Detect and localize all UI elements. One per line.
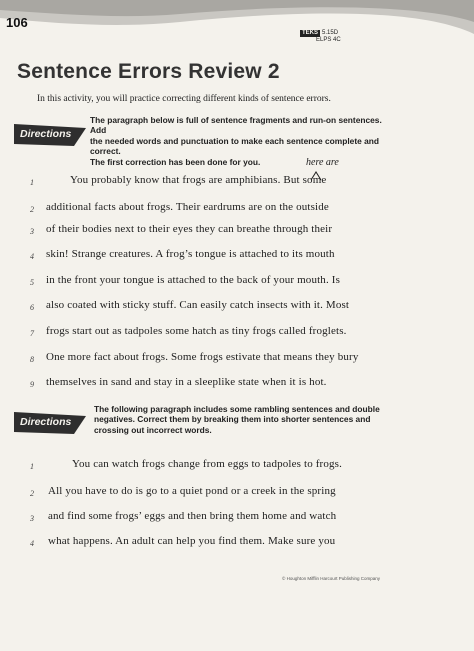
line-text: and find some frogs’ eggs and then bring them home and watch <box>48 510 337 522</box>
paragraph-line <box>30 174 430 194</box>
line-text: additional facts about frogs. Their eardrums are on the outside <box>46 201 329 213</box>
paragraph-line <box>30 535 430 555</box>
paragraph-line <box>30 201 430 221</box>
line-number: 2 <box>30 489 34 498</box>
line-text: skin! Strange creatures. A frog’s tongue is attached to its mouth <box>46 248 335 260</box>
line-number: 6 <box>30 303 34 312</box>
line-number: 7 <box>30 329 34 338</box>
line-text: themselves in sand and stay in a sleeplike state when it is hot. <box>46 376 327 388</box>
top-header-band <box>0 0 474 36</box>
directions-text-2 <box>94 404 399 435</box>
paragraph-line <box>30 510 430 530</box>
paragraph-line <box>30 485 430 505</box>
line-number: 4 <box>30 539 34 548</box>
directions-flag-2 <box>14 412 86 434</box>
line-number: 8 <box>30 355 34 364</box>
line-number: 1 <box>30 178 34 187</box>
directions-flag-label: Directions <box>20 416 72 428</box>
paragraph-line <box>30 223 430 243</box>
line-number: 9 <box>30 380 34 389</box>
directions-line: negatives. Correct them by breaking them into shorter sentences and <box>94 414 371 425</box>
teks-badge: TEKS <box>302 30 319 36</box>
directions-line: The first correction has been done for you. <box>90 156 261 167</box>
line-number: 4 <box>30 252 34 261</box>
directions-text-1 <box>90 115 395 167</box>
elps-code: ELPS 4C <box>316 37 341 43</box>
teks-code: 5.15D <box>322 30 339 36</box>
directions-line: The paragraph below is full of sentence fragments and run-on sentences. Add <box>90 115 382 136</box>
paragraph-line <box>30 376 430 396</box>
paragraph-line <box>30 325 430 345</box>
line-text: All you have to do is go to a quiet pond or a creek in the spring <box>48 485 336 497</box>
line-text: One more fact about frogs. Some frogs estivate that means they bury <box>46 351 359 363</box>
line-text: You probably know that frogs are amphibians. But some <box>70 174 327 186</box>
paragraph-line <box>30 458 430 478</box>
paragraph-line <box>30 351 430 371</box>
paragraph-line <box>30 274 430 294</box>
line-text: You can watch frogs change from eggs to tadpoles to frogs. <box>72 458 342 470</box>
directions-line: the needed words and punctuation to make each sentence complete and correct. <box>90 135 379 157</box>
line-number: 3 <box>30 514 34 523</box>
paragraph-line <box>30 248 430 268</box>
line-number: 3 <box>30 227 34 236</box>
line-text: frogs start out as tadpoles some hatch as tiny frogs called froglets. <box>46 325 347 337</box>
copyright-notice: © Houghton Mifflin Harcourt Publishing Company <box>282 576 381 581</box>
line-text: what happens. An adult can help you find them. Make sure you <box>48 535 336 547</box>
line-text: in the front your tongue is attached to the back of your mouth. Is <box>46 274 340 286</box>
directions-flag-label: Directions <box>20 128 72 140</box>
directions-flag-1 <box>14 124 86 146</box>
teks-standards <box>300 30 341 44</box>
page-title: Sentence Errors Review 2 <box>17 60 280 83</box>
line-number: 1 <box>30 462 34 471</box>
line-text: of their bodies next to their eyes they can breathe through their <box>46 223 333 235</box>
directions-line: The following paragraph includes some rambling sentences and double <box>94 404 380 414</box>
handwritten-correction: here are <box>306 157 339 168</box>
line-text: also coated with sticky stuff. Can easily catch insects with it. Most <box>46 299 350 311</box>
paragraph-line <box>30 299 430 319</box>
page-number: 106 <box>6 15 28 30</box>
line-number: 2 <box>30 205 34 214</box>
intro-text: In this activity, you will practice correcting different kinds of sentence errors. <box>37 94 331 104</box>
directions-line: crossing out incorrect words. <box>94 424 212 435</box>
line-number: 5 <box>30 278 34 287</box>
